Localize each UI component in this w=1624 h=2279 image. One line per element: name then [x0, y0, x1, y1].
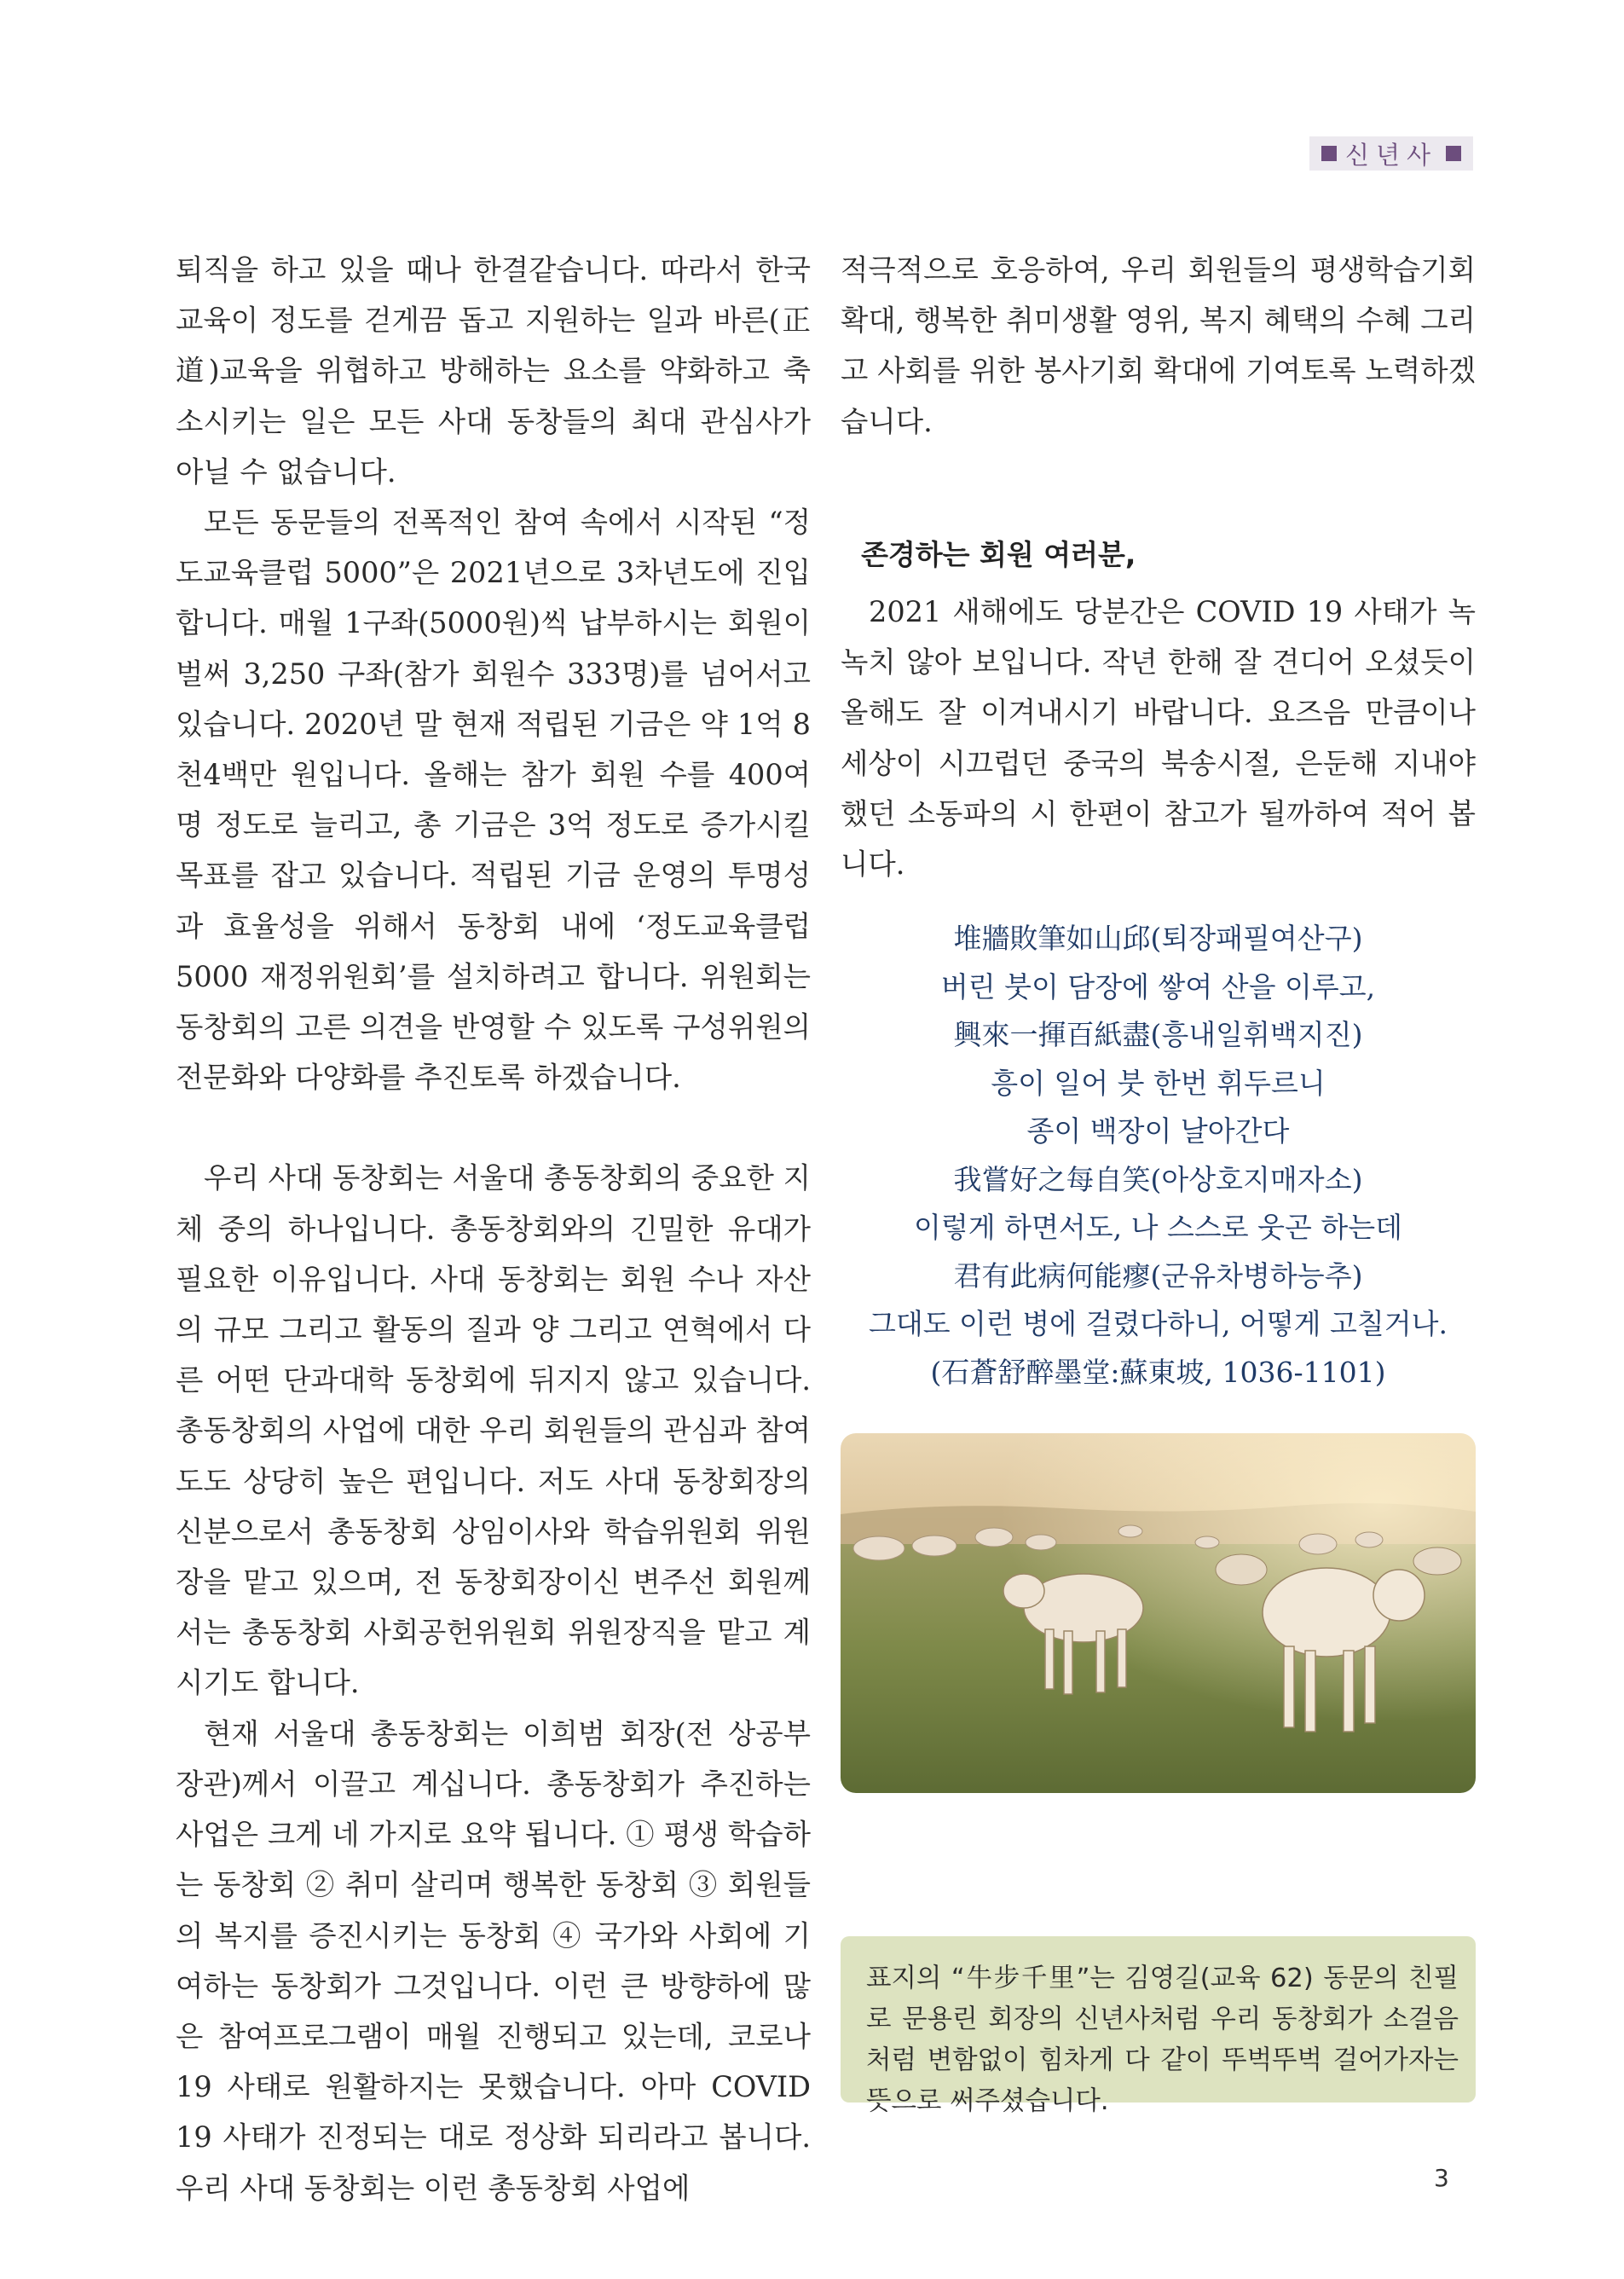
right-column-body	[841, 587, 1476, 889]
cover-note-text: 표지의 “牛步千里”는 김영길(교육 62) 동문의 친필로 문용린 회장의 신년사처럼 우리 동창회가 소걸음처럼 변함없이 힘차게 다 같이 뚜벅뚜벅 걸어가자는 뜻으로 써주셨습니다.	[866, 1964, 1459, 2116]
section-subheading: 존경하는 회원 여러분,	[861, 538, 1136, 571]
section-label-tag	[1309, 136, 1473, 171]
poem-line: 興來一揮百紙盡(흥내일휘백지진)	[953, 1018, 1363, 1051]
poem-line: 종이 백장이 날아간다	[1026, 1114, 1290, 1148]
body-paragraph: 현재 서울대 총동창회는 이희범 회장(전 상공부 장관)께서 이끌고 계십니다. 총동창회가 추진하는 사업은 크게 네 가지로 요약 됩니다. ① 평생 학습하는 동창회 ② 취미 살리며 행복한 동창회 ③ 회원들의 복지를 증진시키는 동창회 ④ 국가와 사회에 기여하는 동창회가 그것입니다. 이런 큰 방향하에 많은 참여프로그램이 매월 진행되고 있는데, 코로나 19 사태로 원활하지는 못했습니다. 아마 COVID 19 사태가 진정되는 대로 정상화 되리라고 봅니다. 우리 사대 동창회는 이런 총동창회 사업에	[176, 1716, 811, 2205]
poem-attribution: (石蒼舒醉墨堂:蘇東坡, 1036-1101)	[930, 1355, 1386, 1389]
poem-block	[841, 915, 1476, 1397]
cattle-pasture-photo	[841, 1433, 1476, 1793]
page-number: 3	[1434, 2164, 1449, 2192]
square-bullet-icon	[1321, 146, 1337, 161]
section-label: 신년사	[1344, 140, 1438, 170]
body-paragraph: 모든 동문들의 전폭적인 참여 속에서 시작된 “정도교육클럽 5000”은 2021년으로 3차년도에 진입합니다. 매월 1구좌(5000원)씩 납부하시는 회원이 벌써 3,250 구좌(참가 회원수 333명)를 넘어서고 있습니다. 2020년 말 현재 적립된 기금은 약 1억 8천4백만 원입니다. 올해는 참가 회원 수를 400여 명 정도로 늘리고, 총 기금은 3억 정도로 증가시킬 목표를 잡고 있습니다. 적립된 기금 운영의 투명성과 효율성을 위해서 동창회 내에 ‘정도교육클럽 5000 재정위원회’를 설치하려고 합니다. 위원회는 동창회의 고른 의견을 반영할 수 있도록 구성위원의 전문화와 다양화를 추진토록 하겠습니다.	[176, 506, 811, 1095]
body-paragraph: 2021 새해에도 당분간은 COVID 19 사태가 녹녹치 않아 보입니다. 작년 한해 잘 견디어 오셨듯이 올해도 잘 이겨내시기 바랍니다. 요즈음 만큼이나 세상이 시끄럽던 중국의 북송시절, 은둔해 지내야 했던 소동파의 시 한편이 참고가 될까하여 적어 봅니다.	[841, 595, 1476, 882]
cover-note-box	[841, 1936, 1476, 2116]
poem-line: 我嘗好之每自笑(아상호지매자소)	[953, 1162, 1363, 1196]
poem-line: 그대도 이런 병에 걸렸다하니, 어떻게 고칠거나.	[868, 1307, 1448, 1340]
poem-line: 君有此病何能瘳(군유차병하능추)	[953, 1258, 1363, 1293]
right-column-top	[841, 245, 1476, 447]
square-bullet-icon	[1446, 146, 1461, 161]
left-column	[176, 245, 811, 2213]
body-paragraph: 적극적으로 호응하여, 우리 회원들의 평생학습기회 확대, 행복한 취미생활 영위, 복지 혜택의 수혜 그리고 사회를 위한 봉사기회 확대에 기여토록 노력하겠습니다.	[841, 253, 1476, 438]
poem-line: 흥이 일어 붓 한번 휘두르니	[991, 1066, 1326, 1100]
poem-line: 버린 붓이 담장에 쌓여 산을 이루고,	[940, 969, 1376, 1004]
poem-line: 이렇게 하면서도, 나 스스로 웃곤 하는데	[914, 1211, 1402, 1244]
body-paragraph: 퇴직을 하고 있을 때나 한결같습니다. 따라서 한국 교육이 정도를 걷게끔 돕고 지원하는 일과 바른(正道)교육을 위협하고 방해하는 요소를 약화하고 축소시키는 일은 모든 사대 동창들의 최대 관심사가 아닐 수 없습니다.	[176, 253, 811, 489]
poem-line: 堆牆敗筆如山邱(퇴장패필여산구)	[953, 922, 1363, 955]
body-paragraph: 우리 사대 동창회는 서울대 총동창회의 중요한 지체 중의 하나입니다. 총동창회와의 긴밀한 유대가 필요한 이유입니다. 사대 동창회는 회원 수나 자산의 규모 그리고 활동의 질과 양 그리고 연혁에서 다른 어떤 단과대학 동창회에 뒤지지 않고 있습니다. 총동창회의 사업에 대한 우리 회원들의 관심과 참여도도 상당히 높은 편입니다. 저도 사대 동창회장의 신분으로서 총동창회 상임이사와 학습위원회 위원장을 맡고 있으며, 전 동창회장이신 변주선 회원께서는 총동창회 사회공헌위원회 위원장직을 맡고 계시기도 합니다.	[176, 1161, 811, 1700]
